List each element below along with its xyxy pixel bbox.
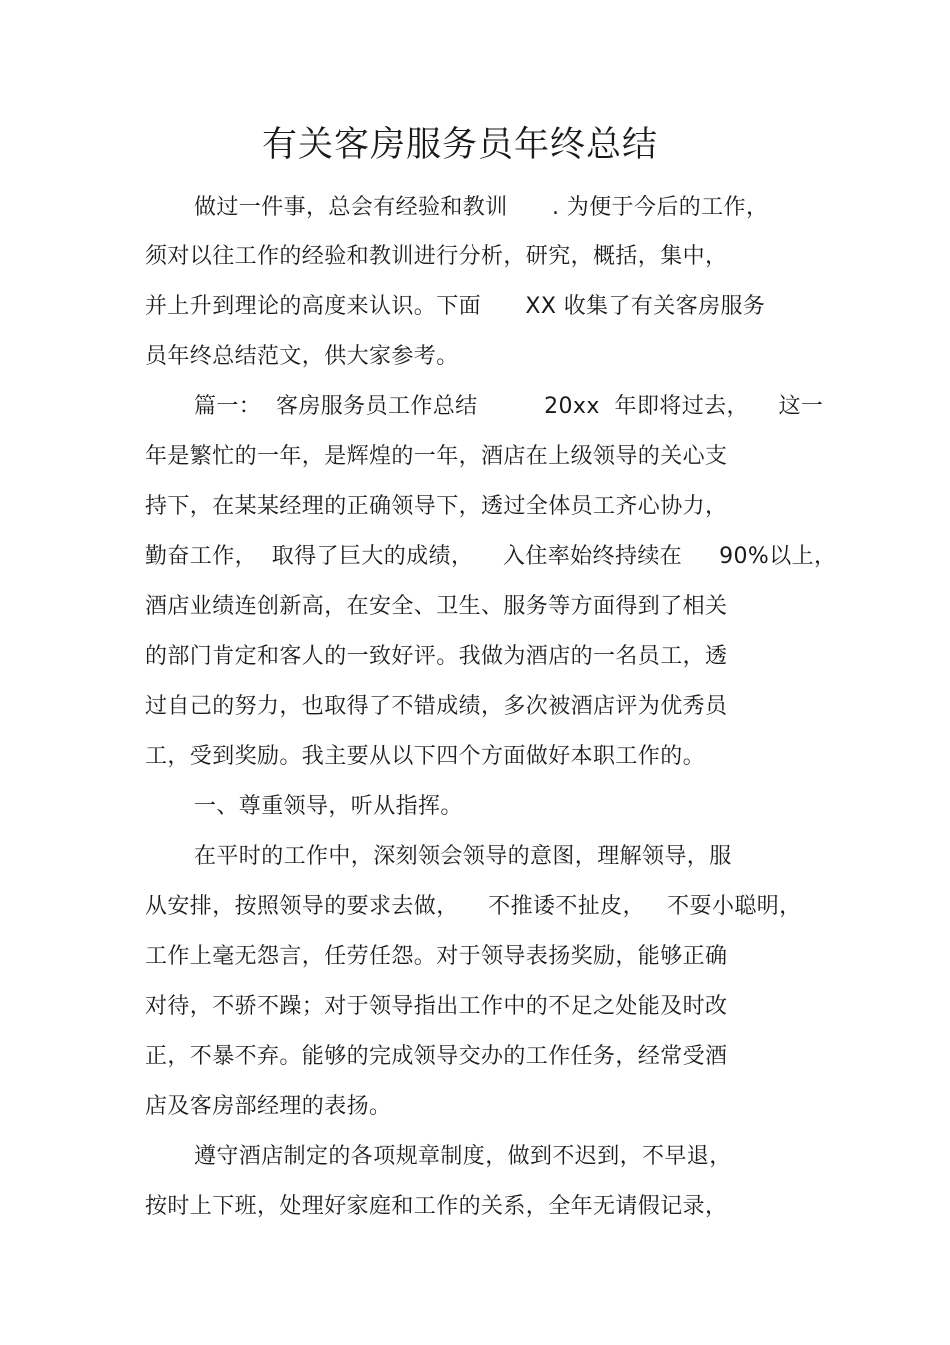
document-title: 有关客房服务员年终总结 — [261, 125, 658, 165]
section-heading: 一、尊重领导，听从指挥。 — [194, 794, 463, 819]
paragraph-line: 过自己的努力，也取得了不错成绩，多次被酒店评为优秀员 — [145, 694, 728, 719]
paragraph-line: 对待，不骄不躁；对于领导指出工作中的不足之处能及时改 — [145, 994, 728, 1019]
paragraph-line: 须对以往工作的经验和教训进行分析，研究，概括，集中， — [145, 244, 728, 269]
paragraph-line: 从安排，按照领导的要求去做， 不推诿不扯皮， 不耍小聪明， — [145, 894, 802, 919]
paragraph-line: 在平时的工作中，深刻领会领导的意图，理解领导，服 — [194, 844, 732, 869]
paragraph-line: 年是繁忙的一年，是辉煌的一年，酒店在上级领导的关心支 — [145, 444, 728, 469]
paragraph-line: 篇一： 客房服务员工作总结 20xx 年即将过去， 这一 — [194, 394, 824, 419]
paragraph-line: 店及客房部经理的表扬。 — [145, 1094, 392, 1119]
paragraph-line: 工作上毫无怨言，任劳任怨。对于领导表扬奖励，能够正确 — [145, 944, 728, 969]
paragraph-line: 员年终总结范文，供大家参考。 — [145, 344, 459, 369]
paragraph-line: 工，受到奖励。我主要从以下四个方面做好本职工作的。 — [145, 744, 706, 769]
paragraph-line: 正，不暴不弃。能够的完成领导交办的工作任务，经常受酒 — [145, 1044, 728, 1069]
paragraph-line: 遵守酒店制定的各项规章制度，做到不迟到，不早退， — [194, 1144, 732, 1169]
paragraph-line: 按时上下班，处理好家庭和工作的关系，全年无请假记录， — [145, 1194, 728, 1219]
paragraph-line: 持下，在某某经理的正确领导下，透过全体员工齐心协力， — [145, 494, 728, 519]
paragraph-line: 的部门肯定和客人的一致好评。我做为酒店的一名员工，透 — [145, 644, 728, 669]
paragraph-line: 勤奋工作， 取得了巨大的成绩， 入住率始终持续在 90%以上， — [145, 544, 837, 569]
paragraph-line: 做过一件事，总会有经验和教训 . 为便于今后的工作， — [194, 195, 769, 220]
paragraph-line: 酒店业绩连创新高，在安全、卫生、服务等方面得到了相关 — [145, 594, 728, 619]
paragraph-line: 并上升到理论的高度来认识。下面 XX 收集了有关客房服务 — [145, 294, 766, 319]
